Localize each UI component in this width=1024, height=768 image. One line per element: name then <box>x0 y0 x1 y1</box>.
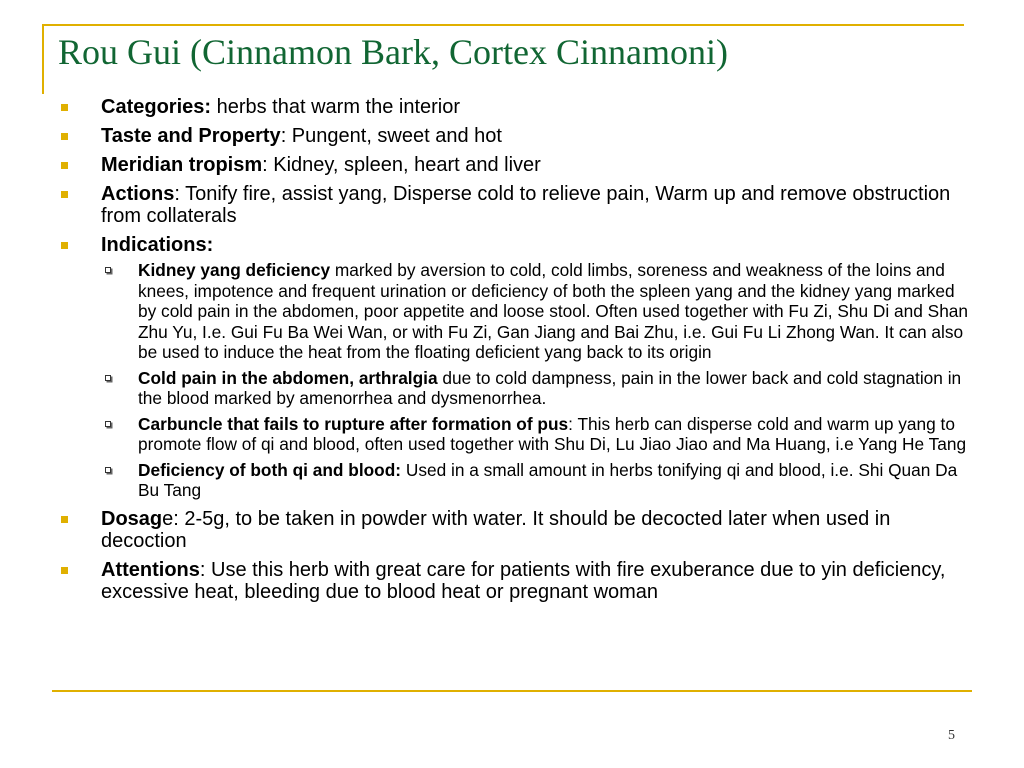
slide-body <box>60 96 970 610</box>
sub-text: : This herb can disperse cold and warm up yang to promote flow of qi and blood, often used together with Shu Di, Lu Jiao Jiao and Ma Huang, i.e Yang He Tang <box>138 413 967 454</box>
square-bullet-icon <box>61 162 68 169</box>
hollow-square-bullet-icon <box>105 375 111 381</box>
main-bullet-list <box>60 96 970 603</box>
square-bullet-icon <box>61 242 68 249</box>
indications-label: Indications: <box>101 234 214 256</box>
indications-sub-list <box>101 260 970 501</box>
sub-text: marked by aversion to cold, cold limbs, soreness and weakness of the loins and knees, impotence and frequent urination or deficiency of both the spleen yang and the kidney yang marked by cold pain in the abdomen, poor appetite and loose stool. Often used together with Fu Zi, Shu Di and Shan Zhu Yu, I.e. Gui Fu Ba Wei Wan, or with Fu Zi, Gan Jiang and Bai Zhu, i.e. Gui Fu Li Zhong Wan. It can also be used to induce the heat from the floating deficient yang back to its origin <box>138 260 969 362</box>
bullet-indications <box>60 234 970 501</box>
square-bullet-icon <box>61 567 68 574</box>
hollow-square-bullet-icon <box>105 267 111 273</box>
title-top-rule <box>42 24 964 26</box>
page-number: 5 <box>948 728 955 743</box>
bullet-dosage <box>60 508 970 552</box>
actions-label: Actions <box>101 183 175 205</box>
sub-label: Deficiency of both qi and blood: <box>138 459 402 480</box>
sub-bullet-cold-pain <box>101 368 970 409</box>
title-left-rule <box>42 24 44 94</box>
sub-text: due to cold dampness, pain in the lower back and cold stagnation in the blood marked by amenorrhea and dysmenorrhea. <box>138 367 962 408</box>
attentions-text: : Use this herb with great care for patients with fire exuberance due to yin deficiency, excessive heat, bleeding due to blood heat or pregnant woman <box>101 558 946 603</box>
categories-label: Categories: <box>101 96 212 118</box>
square-bullet-icon <box>61 104 68 111</box>
hollow-square-bullet-icon <box>105 421 111 427</box>
bullet-categories <box>60 96 970 118</box>
slide-title: Rou Gui (Cinnamon Bark, Cortex Cinnamoni) <box>58 32 728 72</box>
hollow-square-bullet-icon <box>105 467 111 473</box>
sub-bullet-carbuncle <box>101 414 970 455</box>
meridian-text: : Kidney, spleen, heart and liver <box>262 154 541 176</box>
sub-label: Carbuncle that fails to rupture after formation of pus <box>138 413 569 434</box>
sub-bullet-kidney-yang <box>101 260 970 363</box>
actions-text: : Tonify fire, assist yang, Disperse cold to relieve pain, Warm up and remove obstruction from collaterals <box>101 183 951 227</box>
dosage-text: e: 2-5g, to be taken in powder with water. It should be decocted later when used in decoction <box>101 507 891 552</box>
square-bullet-icon <box>61 133 68 140</box>
square-bullet-icon <box>61 191 68 198</box>
bullet-attentions <box>60 559 970 603</box>
square-bullet-icon <box>61 516 68 523</box>
attentions-label: Attentions <box>101 558 200 581</box>
bullet-taste-property <box>60 125 970 147</box>
taste-label: Taste and Property <box>101 125 281 147</box>
categories-text: herbs that warm the interior <box>211 96 461 118</box>
bullet-actions <box>60 183 970 227</box>
sub-text: Used in a small amount in herbs tonifying qi and blood, i.e. Shi Quan Da Bu Tang <box>138 459 958 500</box>
bullet-meridian-tropism <box>60 154 970 176</box>
sub-bullet-qi-blood <box>101 460 970 501</box>
sub-label: Cold pain in the abdomen, arthralgia <box>138 367 438 388</box>
footer-rule <box>52 690 972 692</box>
dosage-label: Dosag <box>101 507 163 530</box>
meridian-label: Meridian tropism <box>101 154 263 176</box>
taste-text: : Pungent, sweet and hot <box>280 125 502 147</box>
sub-label: Kidney yang deficiency <box>138 260 331 280</box>
